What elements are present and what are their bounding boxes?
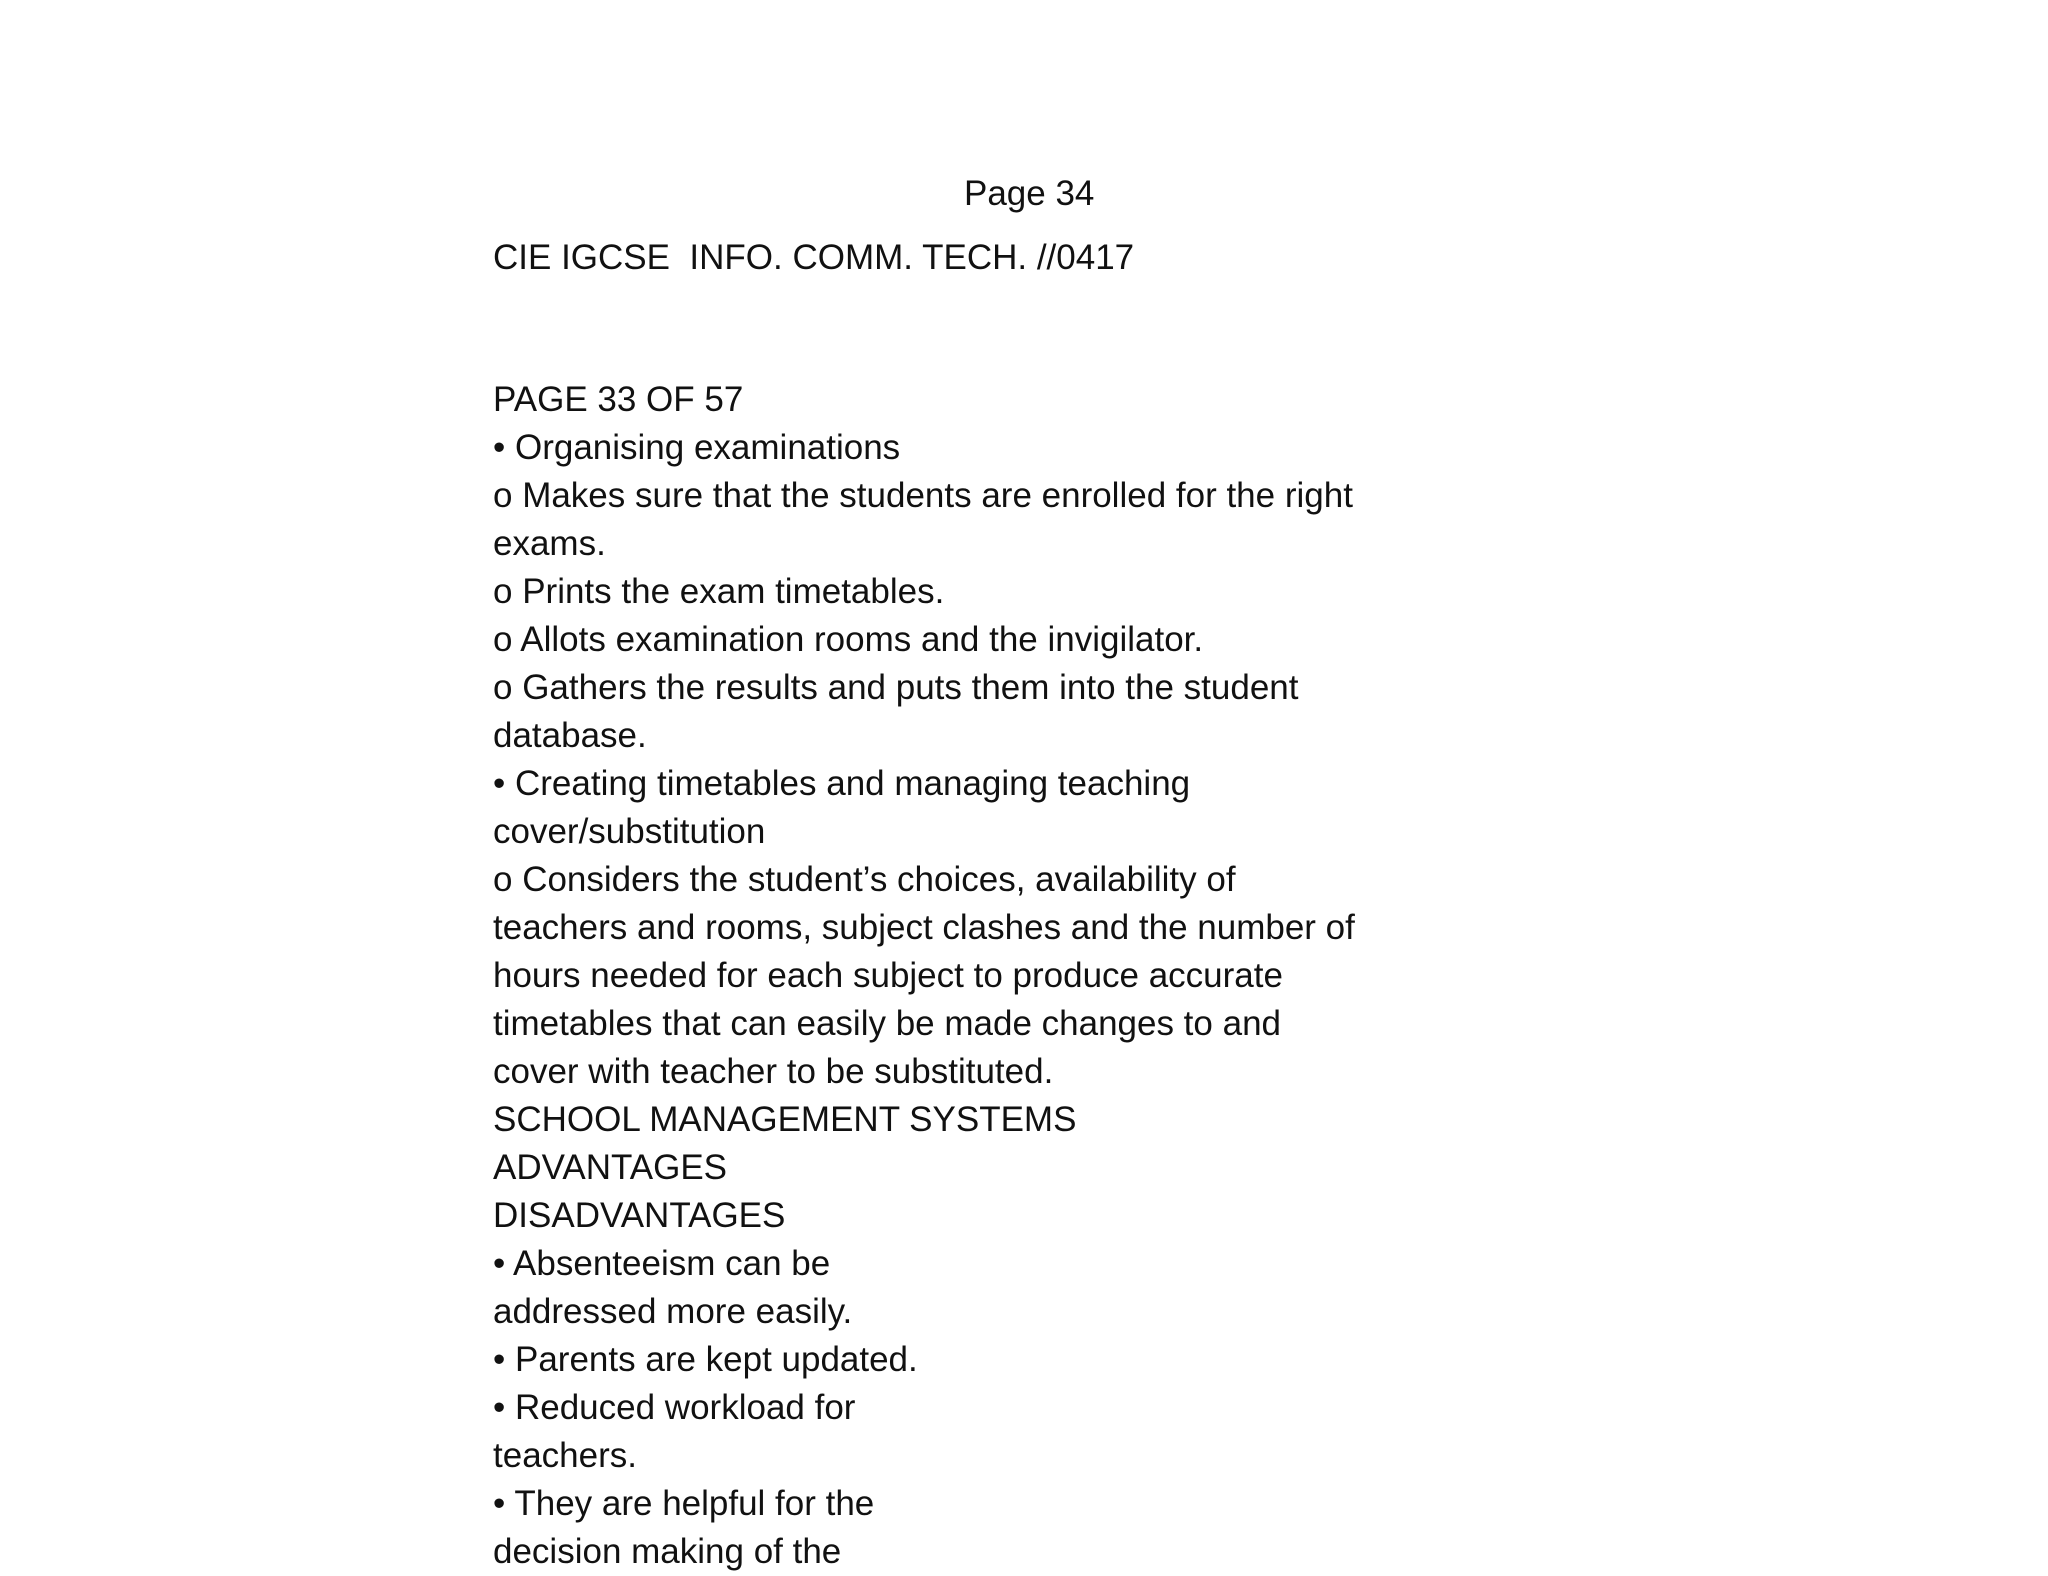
text-line: o Prints the exam timetables. [493,572,945,611]
section-heading: SCHOOL MANAGEMENT SYSTEMS [493,1100,1077,1139]
text-line: addressed more easily. [493,1292,853,1331]
text-line: database. [493,716,647,755]
text-line: timetables that can easily be made changes to and [493,1004,1281,1043]
text-line: exams. [493,524,606,563]
text-line: o Gathers the results and puts them into the student [493,668,1299,707]
page-number: Page 34 [964,174,1095,213]
text-line: • Reduced workload for [493,1388,856,1427]
text-line: o Allots examination rooms and the invigilator. [493,620,1204,659]
text-line: o Considers the student’s choices, availability of [493,860,1236,899]
text-line: teachers. [493,1436,637,1475]
text-line: decision making of the [493,1532,842,1571]
text-line: cover/substitution [493,812,766,851]
text-line: • Absenteeism can be [493,1244,831,1283]
text-line: • They are helpful for the [493,1484,875,1523]
text-line: • Parents are kept updated. [493,1340,918,1379]
text-line: hours needed for each subject to produce accurate [493,956,1283,995]
text-line: • Organising examinations [493,428,901,467]
text-line: • Creating timetables and managing teaching [493,764,1191,803]
document-body [493,376,1453,1571]
advantages-heading: ADVANTAGES [493,1148,728,1187]
document-header: CIE IGCSE INFO. COMM. TECH. //0417 [493,238,1135,277]
page-indicator: PAGE 33 OF 57 [493,380,744,419]
text-line: o Makes sure that the students are enrolled for the right [493,476,1353,515]
text-line: cover with teacher to be substituted. [493,1052,1054,1091]
text-line: teachers and rooms, subject clashes and the number of [493,908,1355,947]
disadvantages-heading: DISADVANTAGES [493,1196,786,1235]
